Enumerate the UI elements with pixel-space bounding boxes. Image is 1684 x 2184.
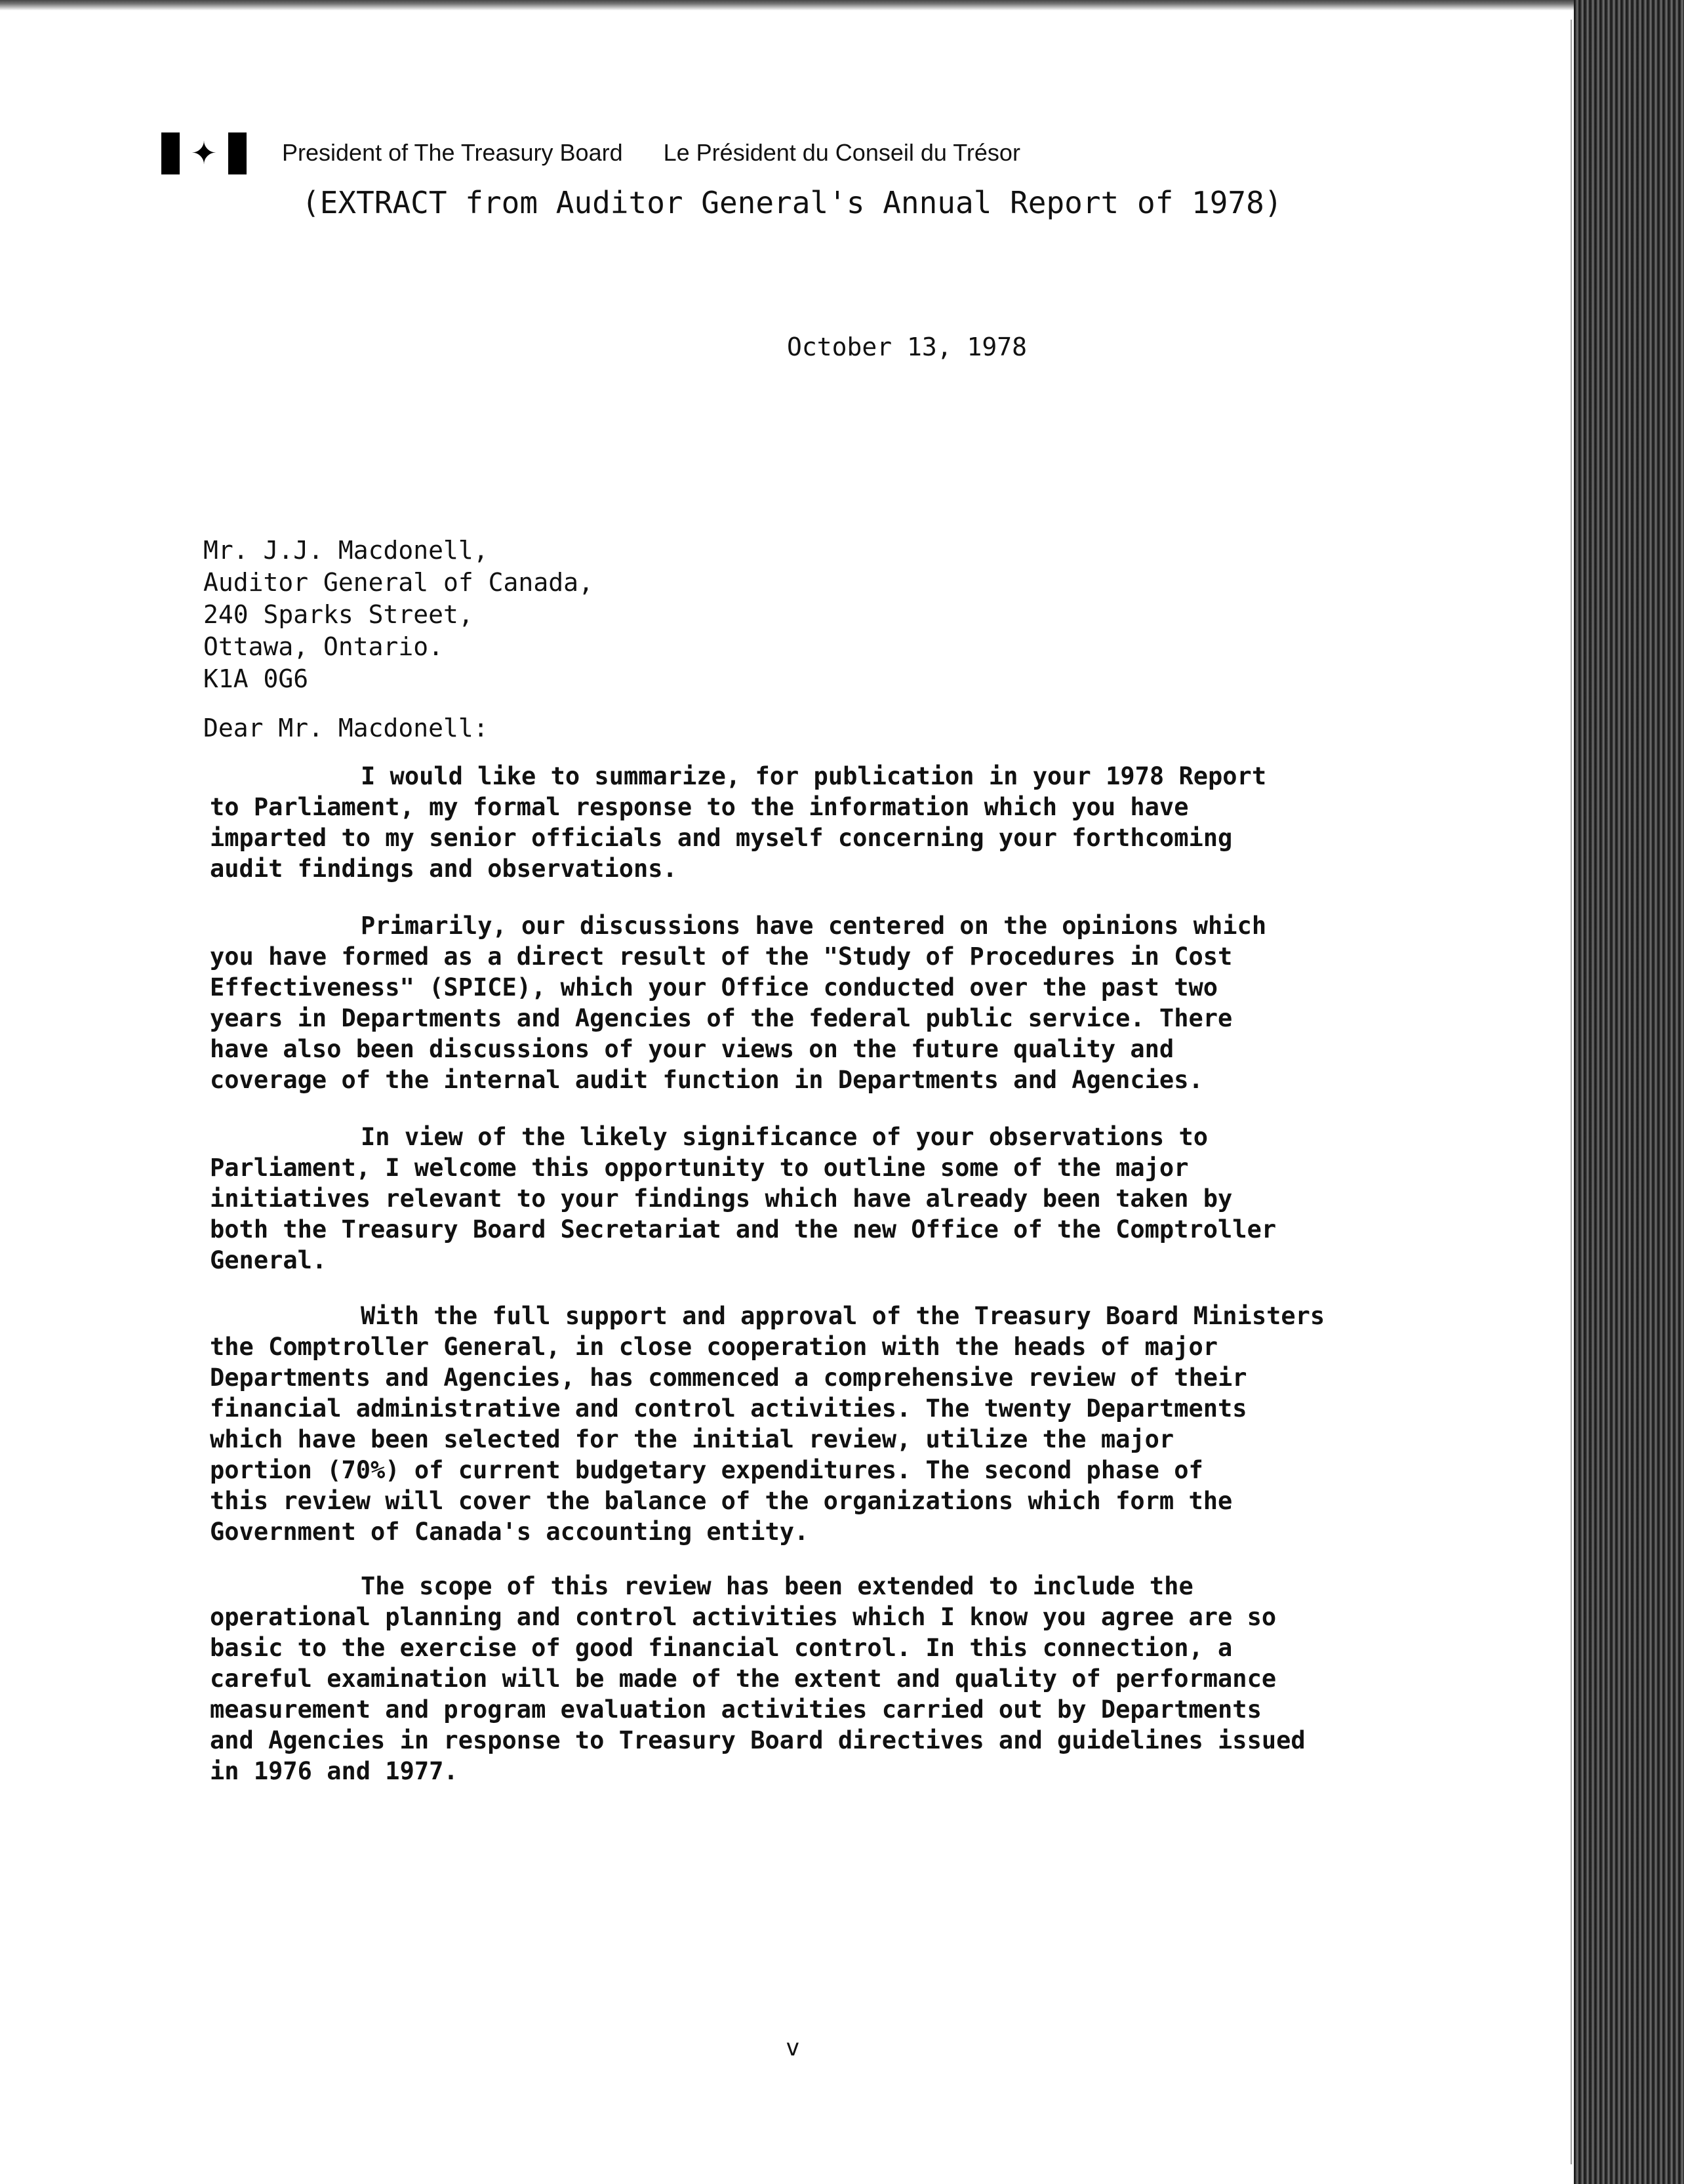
- address-line: Mr. J.J. Macdonell,: [203, 536, 489, 565]
- recipient-address: [203, 535, 593, 695]
- letterhead-english: President of The Treasury Board: [282, 139, 623, 166]
- page-number: v: [786, 2034, 800, 2061]
- letterhead: [282, 139, 1020, 167]
- text-line: portion (70%) of current budgetary expenditures. The second phase of: [210, 1456, 1203, 1484]
- address-line: Auditor General of Canada,: [203, 568, 593, 597]
- text-line: careful examination will be made of the extent and quality of performance: [210, 1665, 1277, 1693]
- text-line: audit findings and observations.: [210, 855, 677, 883]
- text-line: Government of Canada's accounting entity.: [210, 1518, 809, 1546]
- text-line: have also been discussions of your views on the future quality and: [210, 1035, 1174, 1063]
- paragraph-2: [210, 910, 1266, 1095]
- letter-date: October 13, 1978: [787, 333, 1028, 361]
- extract-title: (EXTRACT from Auditor General's Annual Report of 1978): [302, 185, 1283, 220]
- text-line: both the Treasury Board Secretariat and the new Office of the Comptroller: [210, 1215, 1277, 1244]
- text-line: In view of the likely significance of your observations to: [361, 1123, 1209, 1151]
- text-line: operational planning and control activities which I know you agree are so: [210, 1603, 1277, 1631]
- text-line: The scope of this review has been extended to include the: [361, 1572, 1193, 1600]
- logo-right-bar: [228, 132, 247, 174]
- text-line: in 1976 and 1977.: [210, 1757, 458, 1785]
- maple-leaf-icon: ✦: [190, 135, 218, 172]
- text-line: and Agencies in response to Treasury Board directives and guidelines issued: [210, 1726, 1306, 1754]
- text-line: imparted to my senior officials and myself concerning your forthcoming: [210, 824, 1233, 852]
- scan-top-edge: [0, 0, 1574, 10]
- text-line: to Parliament, my formal response to the information which you have: [210, 793, 1189, 821]
- text-line: With the full support and approval of the Treasury Board Ministers: [361, 1302, 1325, 1330]
- address-line: Ottawa, Ontario.: [203, 632, 444, 661]
- text-line: this review will cover the balance of the organizations which form the: [210, 1487, 1233, 1515]
- text-line: which have been selected for the initial review, utilize the major: [210, 1425, 1174, 1453]
- address-line: K1A 0G6: [203, 664, 309, 693]
- text-line: Departments and Agencies, has commenced a comprehensive review of their: [210, 1364, 1247, 1392]
- text-line: financial administrative and control activities. The twenty Departments: [210, 1394, 1247, 1423]
- text-line: coverage of the internal audit function in Departments and Agencies.: [210, 1066, 1203, 1094]
- book-edge: [1574, 0, 1684, 2184]
- paragraph-1: [210, 761, 1266, 884]
- text-line: you have formed as a direct result of the "Study of Procedures in Cost: [210, 942, 1233, 971]
- paragraph-3: [210, 1122, 1276, 1276]
- text-line: Primarily, our discussions have centered on the opinions which: [361, 912, 1267, 940]
- text-line: Parliament, I welcome this opportunity to outline some of the major: [210, 1154, 1189, 1182]
- text-line: Effectiveness" (SPICE), which your Office conducted over the past two: [210, 973, 1218, 1001]
- address-line: 240 Sparks Street,: [203, 600, 473, 629]
- text-line: initiatives relevant to your findings which have already been taken by: [210, 1184, 1233, 1213]
- text-line: the Comptroller General, in close cooperation with the heads of major: [210, 1333, 1218, 1361]
- salutation: Dear Mr. Macdonell:: [203, 714, 489, 742]
- text-line: years in Departments and Agencies of the federal public service. There: [210, 1004, 1233, 1032]
- letterhead-french: Le Président du Conseil du Trésor: [663, 139, 1020, 166]
- paragraph-4: [210, 1301, 1325, 1547]
- text-line: General.: [210, 1246, 327, 1274]
- logo-left-bar: [161, 132, 180, 174]
- text-line: basic to the exercise of good financial control. In this connection, a: [210, 1634, 1233, 1662]
- paragraph-5: [210, 1571, 1306, 1787]
- text-line: I would like to summarize, for publication in your 1978 Report: [361, 762, 1267, 790]
- text-line: measurement and program evaluation activities carried out by Departments: [210, 1695, 1262, 1724]
- canada-logo: [161, 132, 247, 174]
